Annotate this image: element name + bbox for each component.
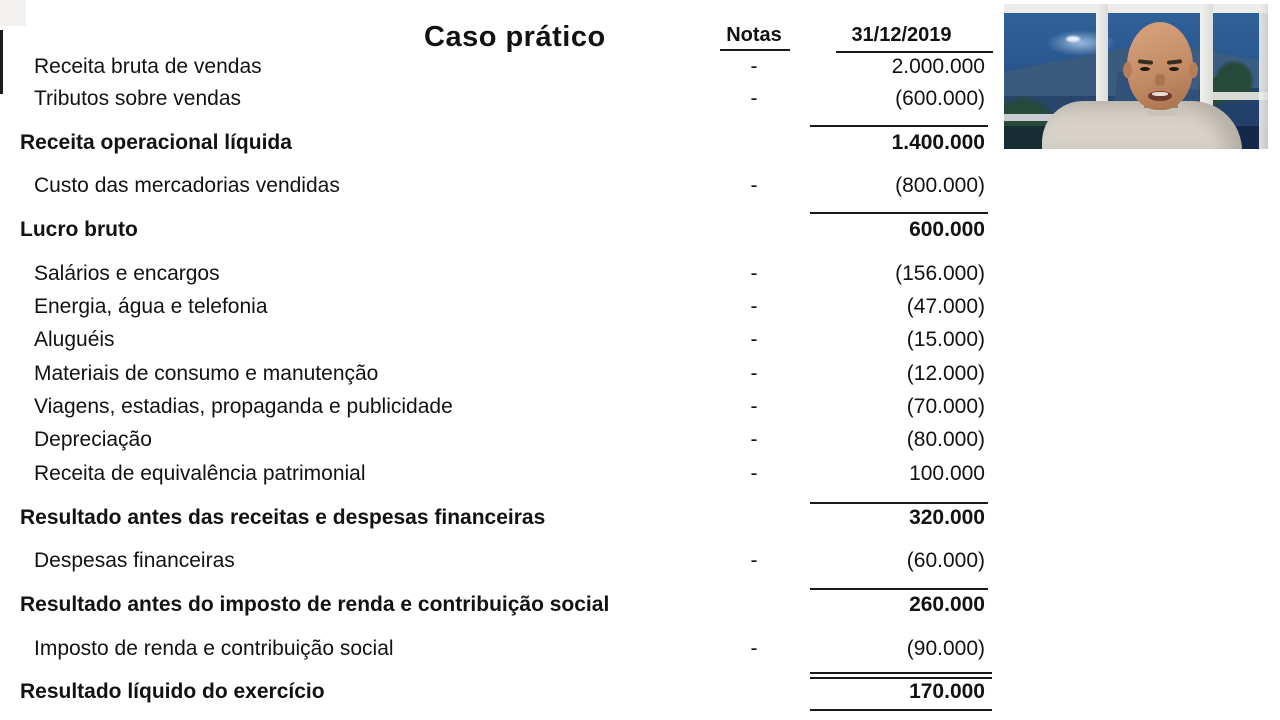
table-row xyxy=(0,547,1010,575)
table-row xyxy=(0,172,1010,200)
presenter-eye xyxy=(1169,67,1179,71)
row-label: Energia, água e telefonia xyxy=(34,295,268,318)
row-notas-dash: - xyxy=(750,262,758,285)
row-value: (90.000) xyxy=(906,637,985,660)
presenter-nose xyxy=(1155,74,1165,86)
row-label: Receita bruta de vendas xyxy=(34,55,262,78)
row-notas-dash: - xyxy=(750,295,758,318)
row-label: Salários e encargos xyxy=(34,262,220,285)
row-label: Depreciação xyxy=(34,428,152,451)
row-value: 1.400.000 xyxy=(891,131,985,154)
row-notas-dash: - xyxy=(750,549,758,572)
row-notas-dash: - xyxy=(750,328,758,351)
table-row-subtotal xyxy=(0,504,1010,532)
table-row-grand-total xyxy=(0,678,1010,706)
table-row xyxy=(0,260,1010,288)
row-value: (47.000) xyxy=(906,295,985,318)
video-corner-artifact xyxy=(0,0,26,26)
table-row xyxy=(0,426,1010,454)
table-row xyxy=(0,326,1010,354)
presenter-teeth xyxy=(1152,92,1168,96)
row-label: Materiais de consumo e manutenção xyxy=(34,362,379,385)
row-label: Tributos sobre vendas xyxy=(34,87,241,110)
presenter-eye xyxy=(1140,67,1150,71)
row-notas-dash: - xyxy=(750,362,758,385)
subtotal-rule xyxy=(810,588,988,590)
row-label: Aluguéis xyxy=(34,328,115,351)
row-value: (156.000) xyxy=(895,262,985,285)
row-notas-dash: - xyxy=(750,428,758,451)
column-header-notas: Notas xyxy=(726,24,782,46)
grand-total-bottom-rule xyxy=(810,709,992,711)
table-row xyxy=(0,360,1010,388)
row-label: Imposto de renda e contribuição social xyxy=(34,637,394,660)
presenter-ear xyxy=(1123,62,1132,78)
row-value: (70.000) xyxy=(906,395,985,418)
presenter-webcam-overlay xyxy=(1004,4,1268,149)
row-label: Resultado antes do imposto de renda e contribuição social xyxy=(20,593,610,616)
row-label: Custo das mercadorias vendidas xyxy=(34,174,340,197)
row-value: 100.000 xyxy=(909,462,985,485)
window-frame-top xyxy=(1004,4,1268,13)
row-value: 170.000 xyxy=(909,680,985,703)
table-row xyxy=(0,460,1010,488)
row-label: Despesas financeiras xyxy=(34,549,235,572)
row-value: 600.000 xyxy=(909,218,985,241)
table-row-subtotal xyxy=(0,216,1010,244)
row-label: Lucro bruto xyxy=(20,218,138,241)
row-value: (15.000) xyxy=(906,328,985,351)
notas-header-underline xyxy=(720,49,790,51)
table-row xyxy=(0,53,1010,81)
row-notas-dash: - xyxy=(750,55,758,78)
table-row xyxy=(0,293,1010,321)
table-row-subtotal xyxy=(0,591,1010,619)
row-label: Receita de equivalência patrimonial xyxy=(34,462,366,485)
row-label: Resultado líquido do exercício xyxy=(20,680,325,703)
table-row xyxy=(0,85,1010,113)
table-row xyxy=(0,393,1010,421)
slide-title: Caso prático xyxy=(424,21,606,53)
row-label: Receita operacional líquida xyxy=(20,131,292,154)
subtotal-rule xyxy=(810,212,988,214)
row-value: (600.000) xyxy=(895,87,985,110)
subtotal-rule xyxy=(810,125,988,127)
row-value: (60.000) xyxy=(906,549,985,572)
row-value: (12.000) xyxy=(906,362,985,385)
row-label: Resultado antes das receitas e despesas financeiras xyxy=(20,506,546,529)
row-label: Viagens, estadias, propaganda e publicidade xyxy=(34,395,453,418)
row-value: 260.000 xyxy=(909,593,985,616)
table-row-subtotal xyxy=(0,129,1010,157)
street-light xyxy=(1066,36,1080,42)
window-frame-bar xyxy=(1259,4,1268,149)
row-value: (800.000) xyxy=(895,174,985,197)
table-row xyxy=(0,635,1010,663)
row-value: (80.000) xyxy=(906,428,985,451)
row-notas-dash: - xyxy=(750,395,758,418)
row-notas-dash: - xyxy=(750,462,758,485)
row-notas-dash: - xyxy=(750,174,758,197)
row-value: 2.000.000 xyxy=(891,55,985,78)
row-notas-dash: - xyxy=(750,637,758,660)
grand-total-double-rule-top xyxy=(810,672,992,674)
presenter-ear xyxy=(1189,62,1198,78)
row-value: 320.000 xyxy=(909,506,985,529)
row-notas-dash: - xyxy=(750,87,758,110)
column-header-date: 31/12/2019 xyxy=(851,24,952,46)
